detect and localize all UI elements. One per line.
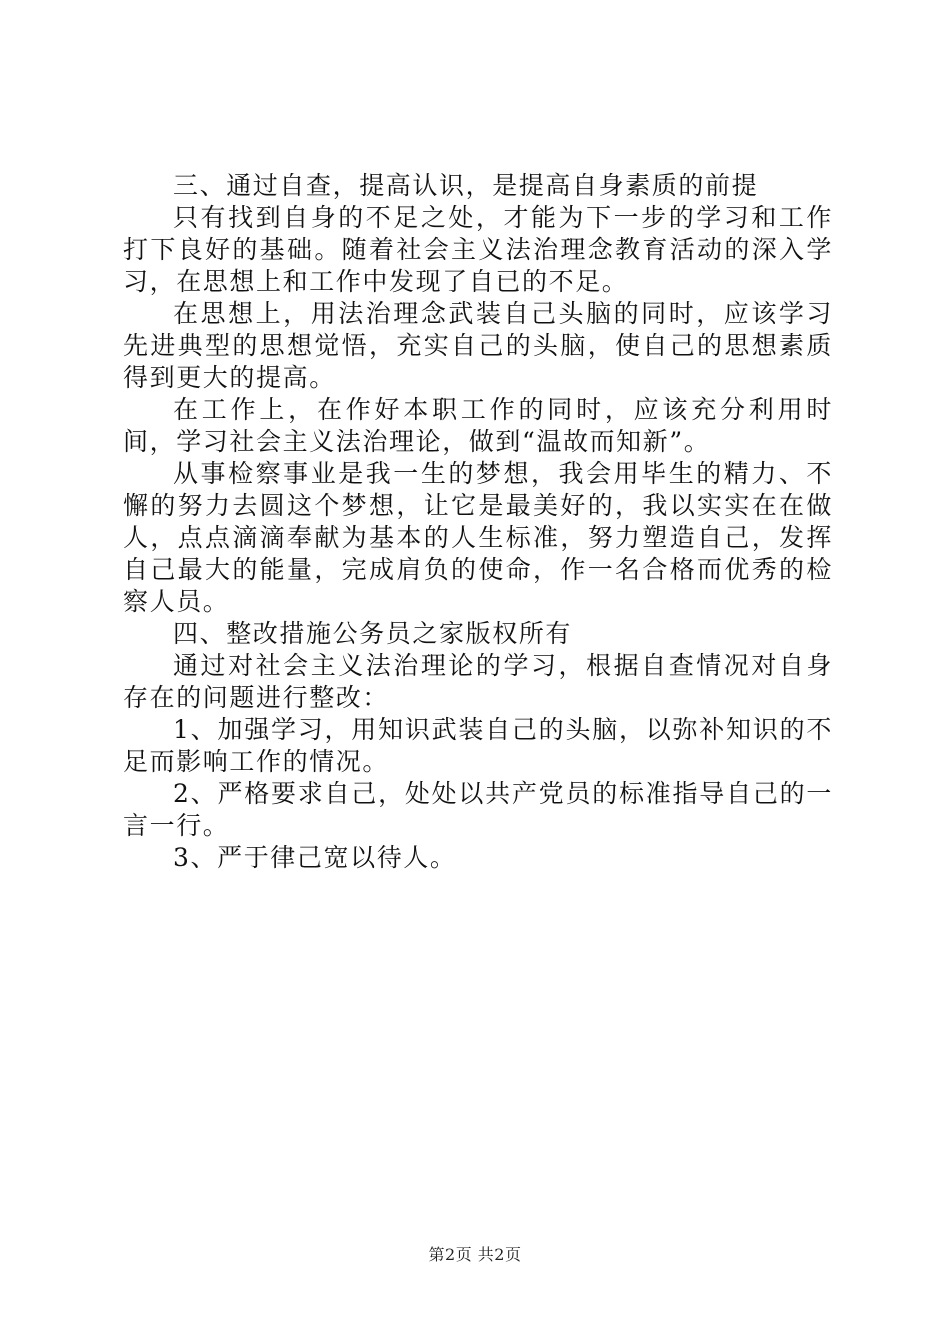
paragraph: 在思想上，用法治理念武装自己头脑的同时，应该学习先进典型的思想觉悟，充实自己的头脑，使自己的思想素质得到更大的提高。 (123, 299, 833, 392)
list-item: 3、严于律己宽以待人。 (173, 843, 457, 872)
document-body (123, 170, 833, 874)
paragraph: 只有找到自身的不足之处，才能为下一步的学习和工作打下良好的基础。随着社会主义法治理念教育活动的深入学习，在思想上和工作中发现了自已的不足。 (123, 203, 833, 296)
page-number-footer: 第2页 共2页 (428, 1245, 522, 1264)
list-item: 1、加强学习，用知识武装自己的头脑，以弥补知识的不足而影响工作的情况。 (123, 715, 833, 776)
section-heading-4: 四、整改措施公务员之家版权所有 (173, 619, 573, 648)
paragraph: 通过对社会主义法治理论的学习，根据自查情况对自身存在的问题进行整改： (123, 651, 833, 712)
paragraph: 从事检察事业是我一生的梦想，我会用毕生的精力、不懈的努力去圆这个梦想，让它是最美好的，我以实实在在做人，点点滴滴奉献为基本的人生标准，努力塑造自己，发挥自己最大的能量，完成肩负的使命，作一名合格而优秀的检察人员。 (123, 459, 833, 616)
paragraph: 在工作上，在作好本职工作的同时，应该充分利用时间，学习社会主义法治理论，做到“温故而知新”。 (123, 395, 833, 456)
section-heading-3: 三、通过自查，提高认识，是提高自身素质的前提 (173, 171, 759, 200)
list-item: 2、严格要求自己，处处以共产党员的标准指导自己的一言一行。 (123, 779, 833, 840)
